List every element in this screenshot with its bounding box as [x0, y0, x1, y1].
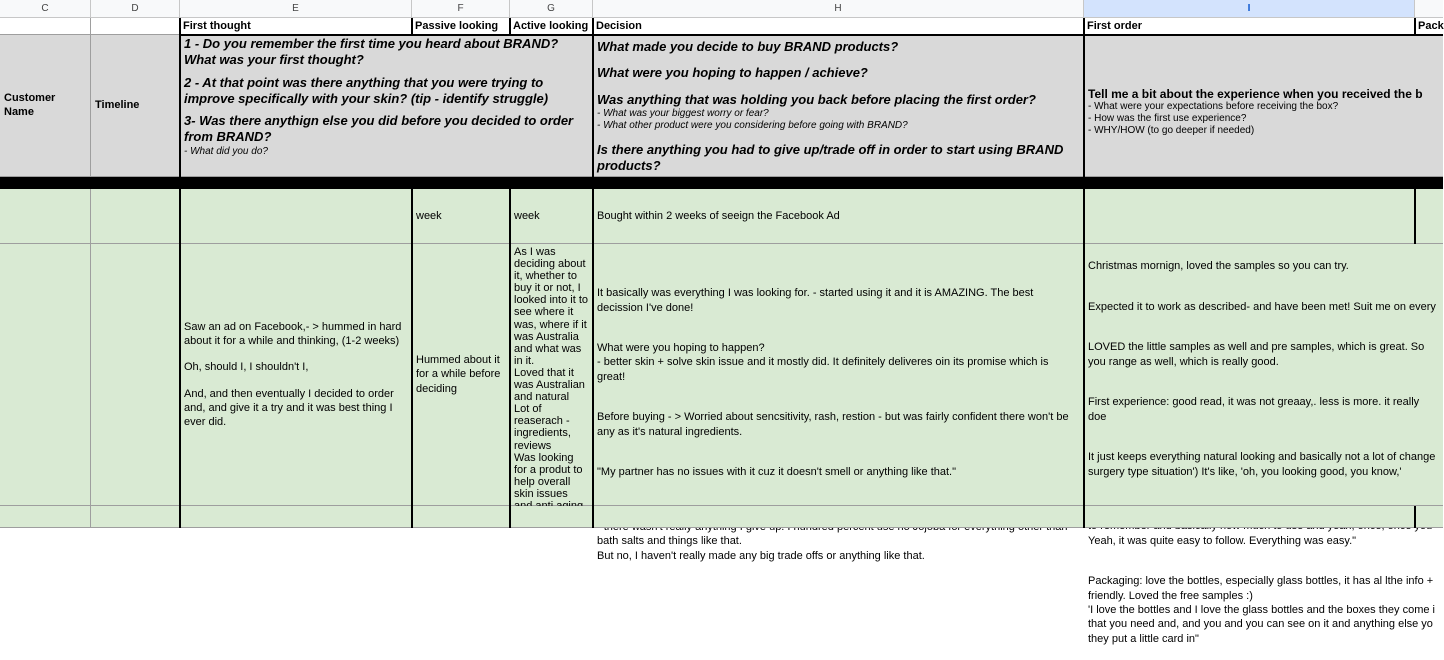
border-j-left-header	[1414, 18, 1416, 35]
first-order-sub1: - What were your expectations before receiving the box?	[1088, 101, 1339, 113]
header-first-order[interactable]: First order	[1084, 18, 1415, 35]
customer-name-label: Customer Name	[4, 92, 56, 118]
row-b-passive-text: Hummed about it for a while before deciding	[416, 354, 501, 395]
customer-name-header[interactable]	[0, 35, 91, 177]
row-a-first-thought[interactable]	[180, 189, 412, 244]
header-packaging[interactable]: Pack	[1415, 18, 1443, 35]
row-c-timeline[interactable]	[91, 506, 180, 528]
border-e-left	[179, 18, 181, 528]
first-thought-questions[interactable]	[180, 35, 593, 177]
header-decision[interactable]: Decision	[593, 18, 1084, 35]
row-b-active-p1: As I was deciding about it, whether to buy it or not, I looked into it to see where it was, where if it was Australia and what was in it.	[514, 246, 588, 367]
border-h-left	[592, 18, 594, 528]
row-b-first-order-p4: First experience: good read, it was not greaay,. less is more. it really doe	[1088, 396, 1420, 423]
row-b-first-thought[interactable]	[180, 244, 412, 506]
row-c-first-thought[interactable]	[180, 506, 412, 528]
row-b-first-order-p5: It just keeps everything natural looking and basically not a lot of change surgery type situation') It's like, 'oh, you looking good, you know,'	[1088, 451, 1436, 478]
row-b-timeline[interactable]	[91, 244, 180, 506]
frozen-row-divider[interactable]	[0, 177, 1443, 189]
header-active-looking[interactable]: Active looking	[510, 18, 593, 35]
border-j-left-a	[1414, 177, 1416, 244]
decision-q2: What were you hoping to happen / achieve?	[597, 65, 868, 81]
first-thought-q2: 2 - At that point was there anything that you were trying to improve specifically with your skin? (tip - identify struggle)	[184, 74, 549, 106]
first-order-sub2: - How was the first use experience?	[1088, 113, 1247, 125]
border-f-left-header	[411, 18, 413, 35]
row-a-first-order[interactable]	[1084, 189, 1415, 244]
row-b-decision-p5: bath salts and things like that. But no, I haven't really made any big trade offs or anything like that.	[597, 535, 925, 562]
timeline-label: Timeline	[95, 98, 140, 111]
row-a-active-looking[interactable]	[510, 189, 593, 244]
border-g-left-header	[509, 18, 511, 35]
header-passive-looking[interactable]: Passive looking	[412, 18, 510, 35]
row-a-customer-name[interactable]	[0, 189, 91, 244]
border-row2-top	[180, 34, 1443, 36]
decision-questions[interactable]	[593, 35, 1084, 177]
row-b-passive-looking[interactable]	[412, 244, 510, 506]
column-header-d[interactable]: D	[91, 0, 180, 18]
row-b-first-thought-p1: Saw an ad on Facebook,- > hummed in hard about it for a while and thinking, (1-2 weeks)	[184, 320, 402, 347]
row-b-first-order-p1: Christmas mornign, loved the samples so you can try.	[1088, 260, 1349, 273]
row-b-first-order-p7: Packaging: love the bottles, especially glass bottles, it has al lthe info + friendly. Loved the free samples :) 'I love the bottles and I love the glass bottles and the boxes they come i that you need and, and you and you can see on it and anything else yo they put a little card in"	[1088, 575, 1435, 645]
column-header-h[interactable]: H	[593, 0, 1084, 18]
first-thought-q3-sub: - What did you do?	[184, 145, 268, 157]
column-header-i[interactable]: I	[1084, 0, 1415, 18]
row-a-timeline[interactable]	[91, 189, 180, 244]
row-b-active-p4: Was looking for a produt to help overall skin issues	[514, 451, 583, 500]
first-thought-q1: 1 - Do you remember the first time you heard about BRAND? What was your first thought?	[184, 36, 559, 68]
row-b-first-order[interactable]	[1084, 244, 1443, 645]
row-b-first-thought-p2: Oh, should I, I shouldn't I,	[184, 361, 309, 374]
column-header-g[interactable]: G	[510, 0, 593, 18]
border-g-left	[509, 177, 511, 528]
decision-q3-sub2: - What other product were you considering before going with BRAND?	[597, 119, 908, 131]
header-first-thought[interactable]: First thought	[180, 18, 412, 35]
header-cell-c[interactable]	[0, 18, 91, 35]
row-c-active-looking[interactable]	[510, 506, 593, 528]
row-c-customer-name[interactable]	[0, 506, 91, 528]
column-header-j[interactable]	[1415, 0, 1443, 18]
row-a-passive-looking[interactable]	[412, 189, 510, 244]
row-a-decision[interactable]	[593, 189, 1084, 244]
header-cell-d[interactable]	[91, 18, 180, 35]
decision-q3-sub1: - What was your biggest worry or fear?	[597, 107, 769, 119]
first-thought-q3: 3- Was there anythign else you did before you decided to order from BRAND?	[184, 113, 574, 145]
row-c-packaging[interactable]	[1415, 506, 1443, 528]
row-a-passive-text: week	[416, 210, 442, 222]
row-a-packaging[interactable]	[1415, 189, 1443, 244]
border-j-left-c	[1414, 506, 1416, 528]
row-c-passive-looking[interactable]	[412, 506, 510, 528]
row-b-decision-p4: "My partner has no issues with it cuz it doesn't smell or anything like that."	[597, 466, 957, 479]
first-order-sub3: - WHY/HOW (to go deeper if needed)	[1088, 125, 1255, 137]
row-b-first-order-p3: LOVED the little samples as well and pre samples, which is great. So you range as well, which is really good.	[1088, 341, 1425, 368]
border-f-left	[411, 177, 413, 528]
first-order-title: Tell me a bit about the experience when you received the b	[1088, 87, 1423, 101]
row-b-first-order-p6: Yeah, it was quite easy to follow. Everything was easy."	[1088, 534, 1357, 547]
first-order-questions[interactable]	[1084, 35, 1443, 177]
decision-q4: Is there anything you had to give up/trade off in order to start using BRAND products?	[597, 141, 1064, 173]
row-b-active-p3: Lot of reaserach - ingredients, reviews	[514, 403, 571, 452]
row-b-decision-p1: It basically was everything I was looking for. - started using it and it is AMAZING. The best decission I've done!	[597, 287, 1034, 314]
row-c-first-order[interactable]	[1084, 506, 1415, 528]
row-b-decision[interactable]	[593, 244, 1084, 562]
row-a-active-text: week	[514, 210, 540, 222]
row-b-customer-name[interactable]	[0, 244, 91, 506]
border-i-left	[1083, 18, 1085, 528]
row-a-decision-text: Bought within 2 weeks of seeign the Facebook Ad	[597, 210, 840, 222]
column-header-e[interactable]: E	[180, 0, 412, 18]
decision-q1: What made you decide to buy BRAND products?	[597, 39, 899, 54]
row-b-first-thought-p3: And, and then eventually I decided to order and, and give it a try and it was best thing I ever did.	[184, 387, 394, 429]
row-b-first-order-p2: Expected it to work as described- and have been met! Suit me on every	[1088, 300, 1436, 313]
decision-q3: Was anything that was holding you back before placing the first order?	[597, 91, 1036, 107]
row-b-decision-p2: What were you hoping to happen? - better skin + solve skin issue and it mostly did. It definitely deliveres oin its promise which is great!	[597, 342, 1049, 383]
row-b-active-looking[interactable]	[510, 244, 593, 506]
column-header-f[interactable]: F	[412, 0, 510, 18]
column-header-c[interactable]: C	[0, 0, 91, 18]
timeline-header[interactable]	[91, 35, 180, 177]
row-b-decision-p3: Before buying - > Worried about sencsitivity, rash, restion - but was fairly confident there won't be any as it's natural ingredients.	[597, 411, 1069, 438]
row-c-decision[interactable]	[593, 506, 1084, 528]
row-b-active-p2: Loved that it was Australian and natural	[514, 366, 585, 404]
